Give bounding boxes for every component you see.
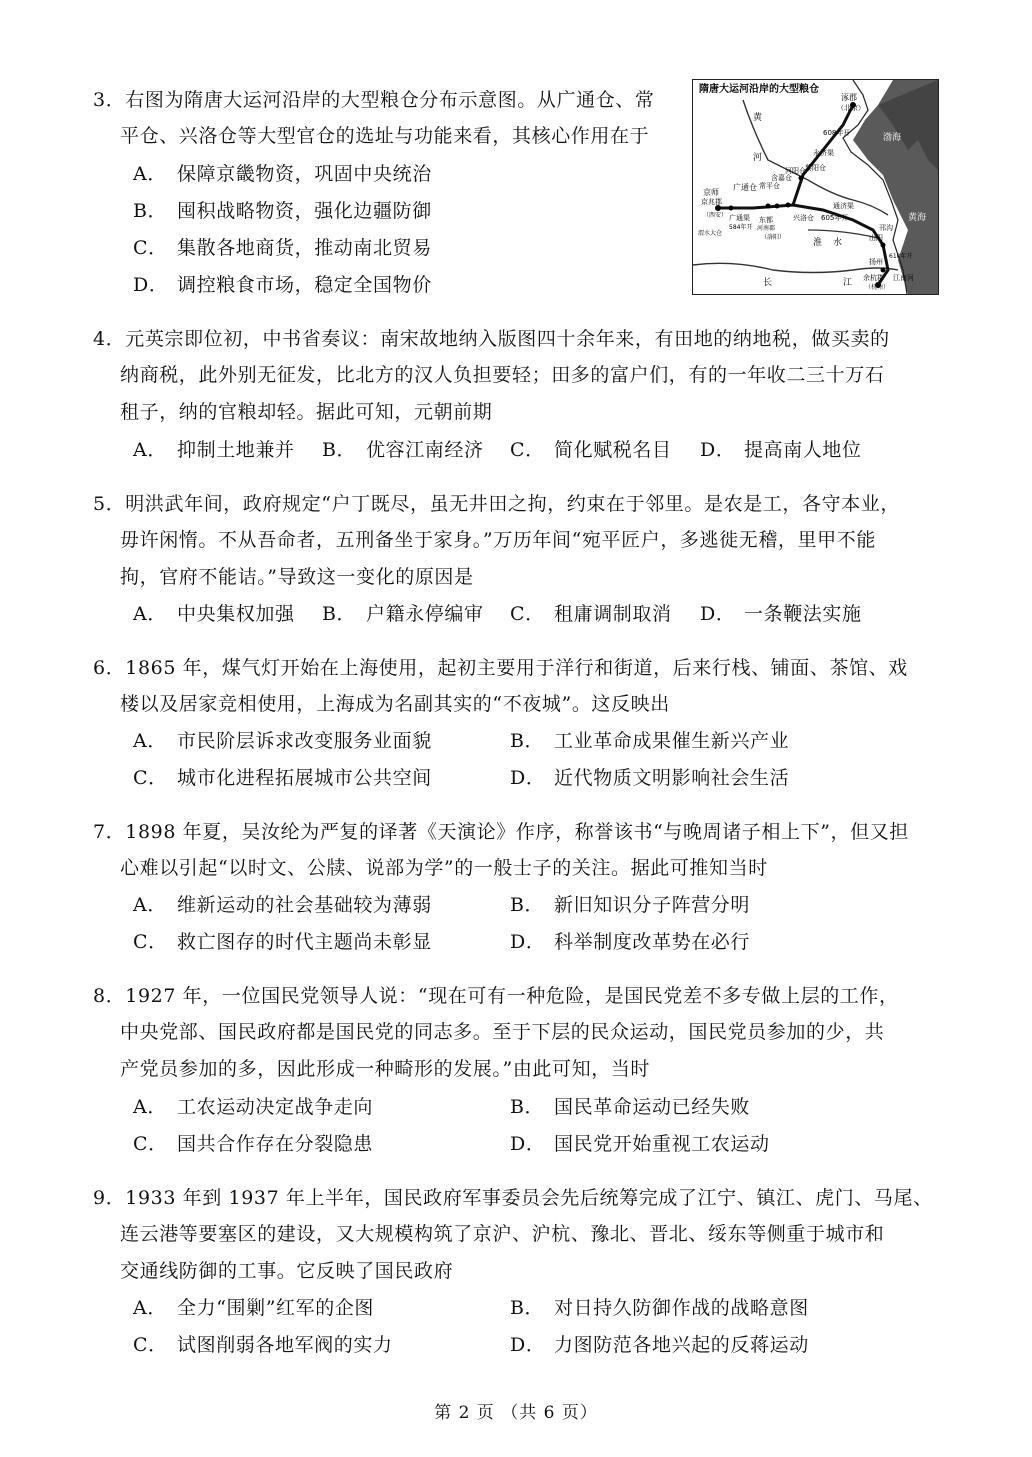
label-huai: 淮 [813, 238, 823, 248]
question-4-line-3: 租子，纳的官粮却轻。据此可知，元朝前期 [120, 401, 493, 423]
label-chang: 长 [763, 278, 773, 288]
question-8-option-d: D． 国民党开始重视工农运动 [510, 1133, 770, 1155]
hanjia-dot [775, 204, 780, 209]
question-5-option-d: D． 一条鞭法实施 [700, 603, 862, 625]
question-5-option-a: A． 中央集权加强 [133, 603, 295, 625]
question-8-line-3: 产党员参加的多，因此形成一种畸形的发展。”由此可知，当时 [120, 1058, 651, 1080]
question-3-line-2: 平仓、兴洛仓等大型官仓的选址与功能来看，其核心作用在于 [120, 125, 650, 147]
question-9-line-2: 连云港等要塞区的建设，又大规模构筑了京沪、沪杭、豫北、晋北、绥东等侧重于城市和 [120, 1223, 885, 1245]
question-8-line-2: 中央党部、国民政府都是国民党的同志多。至于下层的民众运动，国民党员参加的少，共 [120, 1021, 885, 1043]
question-6-line-1: 6．1865 年，煤气灯开始在上海使用，起初主要用于洋行和街道，后来行栈、铺面、茶馆、戏 [93, 657, 908, 679]
xingluo-dot [786, 203, 791, 208]
question-6-option-b: B． 工业革命成果催生新兴产业 [510, 730, 790, 752]
label-yuhang: 余杭郡 [863, 274, 884, 282]
question-8-option-a: A． 工农运动决定战争走向 [133, 1096, 374, 1118]
label-liyang: 黎阳仓 [805, 164, 826, 172]
question-7-option-a: A． 维新运动的社会基础较为薄弱 [133, 894, 432, 916]
yangzhou-dot [881, 268, 886, 273]
question-5-line-1: 5．明洪武年间，政府规定“户丁既尽，虽无井田之拘，约束在于邻里。是农是工，各守本业， [93, 493, 901, 515]
yangtze-river [693, 263, 898, 272]
label-dongdu: 东都 [759, 216, 773, 224]
map-title: 隋唐大运河沿岸的大型粮仓 [699, 84, 819, 95]
label-jingzhao: 京兆郡 [701, 198, 722, 206]
label-beijing: （北京） [837, 104, 865, 112]
question-4-line-1: 4．元英宗即位初，中书省奏议：南宋故地纳入版图四十余年来，有田地的纳地税，做买卖的 [93, 328, 890, 350]
question-5-option-b: B． 户籍永停编审 [322, 603, 484, 625]
question-9-option-b: B． 对日持久防御作战的战略意图 [510, 1297, 809, 1319]
question-9-option-a: A． 全力“围剿”红军的企图 [133, 1297, 375, 1319]
label-xingluo: 兴洛仓 [793, 214, 814, 222]
label-year608: 608年开 [823, 129, 851, 137]
page-footer: 第 2 页 （共 6 页） [434, 1403, 598, 1423]
label-weishui: 渭水大仓 [698, 230, 723, 237]
label-year610: 610年开 [889, 253, 913, 260]
question-5-line-2: 毋许闲惰。不从吾命者，五刑备坐于家身。”万历年间“宛平匠户，多逃徙无稽，里甲不能 [120, 529, 876, 551]
question-3-option-d: D． 调控粮食市场，稳定全国物价 [133, 274, 432, 296]
label-luoyang: （洛阳） [761, 234, 786, 241]
question-8-option-c: C． 国共合作存在分裂隐患 [133, 1133, 374, 1155]
question-5-option-c: C． 租庸调制取消 [510, 603, 672, 625]
question-3-option-a: A． 保障京畿物资，巩固中央统治 [133, 163, 432, 185]
label-jingshi: 京师 [703, 188, 719, 197]
label-huanghai: 黄海 [908, 213, 927, 223]
label-hangzhou: （杭州） [865, 284, 890, 291]
label-bohai: 渤海 [883, 133, 902, 143]
liyang-dot [799, 176, 804, 181]
question-7-option-c: C． 救亡图存的时代主题尚未彰显 [133, 931, 432, 953]
question-9-line-3: 交通线防御的工事。它反映了国民政府 [120, 1260, 454, 1282]
label-huang: 黄 [753, 113, 763, 123]
label-year605: 605年开 [821, 214, 849, 222]
shanyang-dot [881, 243, 886, 248]
label-henan: 河南郡 [757, 225, 776, 232]
question-3-option-c: C． 集散各地商货，推动南北贸易 [133, 237, 432, 259]
question-5-line-3: 拘，官府不能诘。”导致这一变化的原因是 [120, 566, 474, 588]
question-3-line-1: 3．右图为隋唐大运河沿岸的大型粮仓分布示意图。从广通仓、常 [93, 89, 655, 111]
label-jiangnan: 江南河 [893, 274, 914, 282]
label-jiang: 江 [843, 278, 853, 288]
grain-depot-map [692, 79, 939, 295]
question-9-option-d: D． 力图防范各地兴起的反蒋运动 [510, 1334, 809, 1356]
huai-river [808, 230, 878, 238]
label-he: 河 [753, 153, 763, 163]
question-8-line-1: 8．1927 年，一位国民党领导人说：“现在可有一种危险，是国民党差不多专做上层的工作， [93, 985, 899, 1007]
label-yongji: 永济渠 [813, 149, 834, 157]
question-9-line-1: 9．1933 年到 1937 年上半年，国民政府军事委员会先后统筹完成了江宁、镇江、虎门、马尾、 [93, 1187, 933, 1209]
label-shui: 水 [833, 238, 843, 248]
label-xian: （西安） [703, 212, 728, 219]
question-6-option-a: A． 市民阶层诉求改变服务业面貌 [133, 730, 432, 752]
changping-dot [766, 204, 771, 209]
question-6-line-2: 楼以及居家竞相使用，上海成为名副其实的“不夜城”。这反映出 [120, 693, 670, 715]
question-3-option-b: B． 囤积战略物资，强化边疆防御 [133, 200, 432, 222]
question-7-line-2: 心难以引起“以时文、公牍、说部为学”的一般士子的关注。据此可推知当时 [120, 857, 768, 879]
question-6-option-c: C． 城市化进程拓展城市公共空间 [133, 767, 432, 789]
label-guangtongqu: 广通渠 [729, 214, 750, 222]
label-zhuojun: 涿郡 [841, 93, 857, 102]
question-9-option-c: C． 试图削弱各地军阀的实力 [133, 1334, 393, 1356]
label-hangou: 邗沟 [879, 224, 893, 232]
label-shanyang: 山阳 [869, 234, 883, 242]
label-year584: 584年开 [729, 224, 753, 231]
question-4-option-a: A． 抑制土地兼并 [133, 439, 295, 461]
map-svg [693, 80, 938, 294]
label-tongji: 通济渠 [833, 202, 854, 210]
question-4-option-c: C． 简化赋税名目 [510, 439, 672, 461]
question-4-option-d: D． 提高南人地位 [700, 439, 862, 461]
label-heyang: 河阳仓 [785, 167, 806, 175]
question-4-option-b: B． 优容江南经济 [322, 439, 484, 461]
question-6-option-d: D． 近代物质文明影响社会生活 [510, 767, 790, 789]
question-7-option-d: D． 科举制度改革势在必行 [510, 931, 751, 953]
label-guangtong: 广通仓 [733, 183, 757, 192]
question-7-option-b: B． 新旧知识分子阵营分明 [510, 894, 751, 916]
question-7-line-1: 7．1898 年夏，吴汝纶为严复的译著《天演论》作序，称誉该书“与晚周诸子相上下”，但又担 [93, 821, 909, 843]
guangtong-dot [729, 206, 734, 211]
question-8-option-b: B． 国民革命运动已经失败 [510, 1096, 751, 1118]
label-yangzhou: 扬州 [869, 258, 883, 266]
label-changping: 常平仓 [759, 182, 780, 190]
label-hanjia: 含嘉仓 [771, 174, 792, 182]
question-4-line-2: 纳商税，此外别无征发，比北方的汉人负担要轻；田多的富户们，有的一年收二三十万石 [120, 364, 885, 386]
